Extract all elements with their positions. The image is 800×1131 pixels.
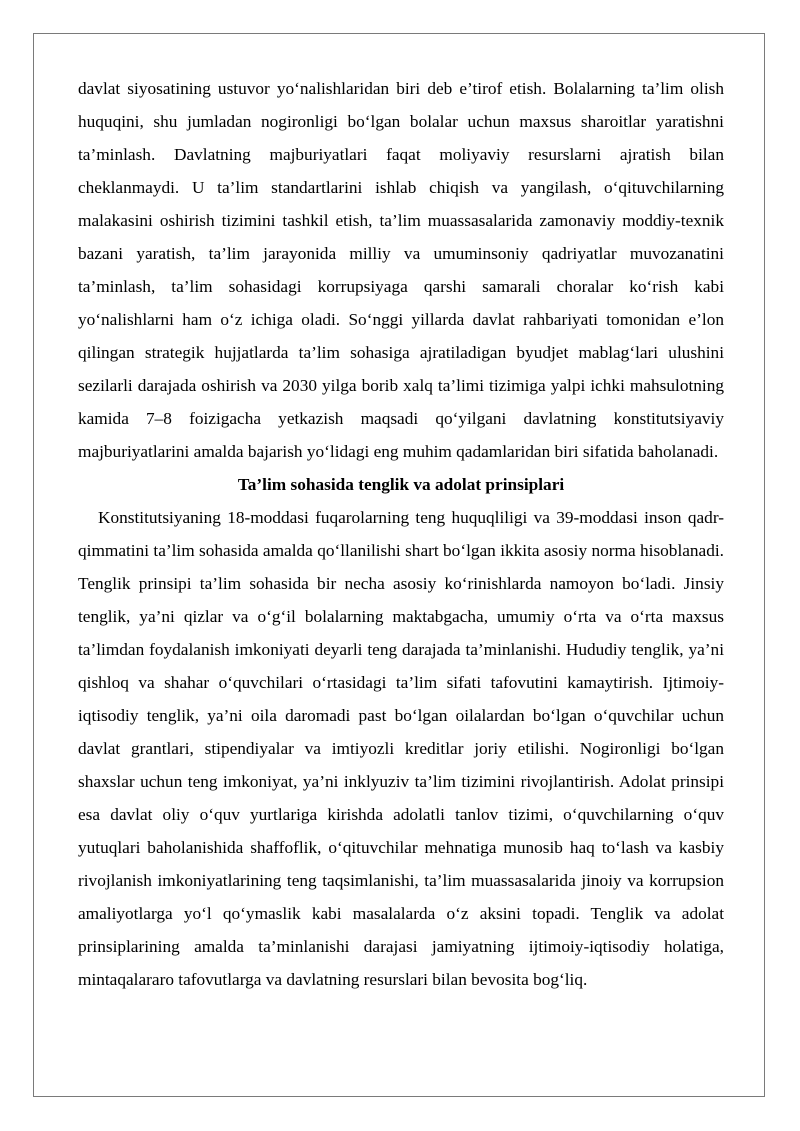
section-heading: Ta’lim sohasida tenglik va adolat prinsiplari (237, 475, 565, 494)
paragraph-equality-principles: Konstitutsiyaning 18-moddasi fuqarolarning teng huquqliligi va 39-moddasi inson qadr-qimmatini ta’lim sohasida amalda qo‘llanilishi shart bo‘lgan ikkita asosiy norma hisoblanadi. Tenglik prinsipi ta’lim sohasida bir necha asosiy ko‘rinishlarda namoyon bo‘ladi. Jinsiy tenglik, ya’ni qizlar va o‘g‘il bolalarning maktabgacha, umumiy o‘rta va o‘rta maxsus ta’limdan foydalanish imkoniyati deyarli teng darajada ta’minlanishi. Hududiy tenglik, ya’ni qishloq va shahar o‘quvchilari o‘rtasidagi ta’lim sifati tafovutini kamaytirish. Ijtimoiy-iqtisodiy tenglik, ya’ni oila daromadi past bo‘lgan oilalardan bo‘lgan o‘quvchilar uchun davlat grantlari, stipendiyalar va imtiyozli kreditlar joriy etilishi. Nogironligi bo‘lgan shaxslar uchun teng imkoniyat, ya’ni inklyuziv ta’lim tizimini rivojlantirish. Adolat prinsipi esa davlat oliy o‘quv yurtlariga kirishda adolatli tanlov tizimi, o‘quvchilarning o‘quv yutuqlari baholanishida shaffoflik, o‘qituvchilar mehnatiga munosib haq to‘lash va kasbiy rivojlanish imkoniyatlarining teng taqsimlanishi, ta’lim muassasalarida jinoiy va korrupsion amaliyotlarga yo‘l qo‘ymaslik kabi masalalarda o‘z aksini topadi. Tenglik va adolat prinsiplarining amalda ta’minlanishi darajasi jamiyatning ijtimoiy-iqtisodiy holatiga, mintaqalararo tafovutlarga va davlatning resurslari bilan bevosita bog‘liq. (78, 508, 724, 989)
page-content (78, 72, 724, 996)
paragraph-continued: davlat siyosatining ustuvor yo‘nalishlaridan biri deb e’tirof etish. Bolalarning ta’lim olish huquqini, shu jumladan nogironligi bo‘lgan bolalar uchun maxsus sharoitlar yaratishni ta’minlash. Davlatning majburiyatlari faqat moliyaviy resurslarni ajratish bilan cheklanmaydi. U ta’lim standartlarini ishlab chiqish va yangilash, o‘qituvchilarning malakasini oshirish tizimini tashkil etish, ta’lim muassasalarida zamonaviy moddiy-texnik bazani yaratish, ta’lim jarayonida milliy va umuminsoniy qadriyatlar muvozanatini ta’minlash, ta’lim sohasidagi korrupsiyaga qarshi samarali choralar ko‘rish kabi yo‘nalishlarni ham o‘z ichiga oladi. So‘nggi yillarda davlat rahbariyati tomonidan e’lon qilingan strategik hujjatlarda ta’lim sohasiga ajratiladigan byudjet mablag‘lari ulushini sezilarli darajada oshirish va 2030 yilga borib xalq ta’limi tizimiga yalpi ichki mahsulotning kamida 7–8 foizigacha yetkazish maqsadi qo‘yilgani davlatning konstitutsiyaviy majburiyatlarini amalda bajarish yo‘lidagi eng muhim qadamlaridan biri sifatida baholanadi. (78, 79, 724, 461)
